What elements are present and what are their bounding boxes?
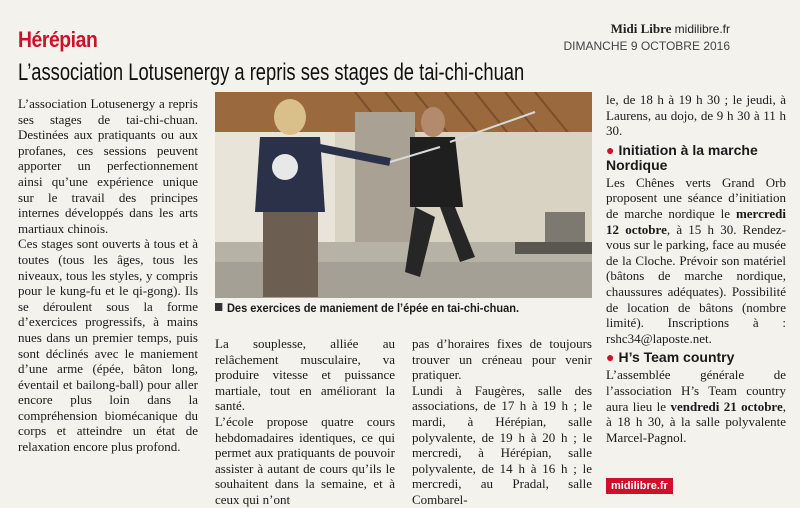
footer-logo: midilibre.fr (606, 478, 673, 494)
caption-bullet-icon (215, 303, 222, 311)
article-column-1 (18, 96, 198, 455)
article-column-3 (412, 336, 592, 508)
paragraph: le, de 18 h à 19 h 30 ; le jeudi, à Laurens, au dojo, de 9 h 30 à 11 h 30. (606, 92, 786, 139)
masthead (564, 21, 731, 53)
brief-title-country: ● H’s Team country (606, 349, 735, 366)
brief-text-country: L’assemblée générale de l’association H’s Team country aura lieu le vendredi 21 octobre, à 18 h 30, à la salle polyvalente Marcel-Pagnol. (606, 367, 786, 445)
publication-date: DIMANCHE 9 OCTOBRE 2016 (563, 39, 730, 53)
article-column-4 (606, 92, 786, 445)
brief-text-nordic: Les Chênes verts Grand Orb proposent une séance d’initiation de marche nordique le mercredi 12 octobre, à 15 h 30. Rendez-vous sur le parking, face au musée de la Cloche. Prévoir son matériel (bâtons de marche nordique, chaussures adéquates). Possibilité de location de bâtons (nombre limité). Inscriptions à : rshc34@laposte.net. (606, 174, 786, 346)
headline: L’association Lotusenergy a repris ses stages de tai-chi-chuan (18, 59, 525, 86)
paragraph: La souplesse, alliée au relâchement musculaire, va produire vitesse et puissance martiale, tout en améliorant la santé. (215, 336, 395, 414)
paragraph: Lundi à Faugères, salle des associations, de 17 h à 19 h ; le mardi, à Hérépian, salle polyvalente, de 19 h à 20 h ; le mercredi, à Hérépian, salle polyvalente, de 14 h à 16 h ; le mercredi, au Pradal, salle Combarel- (412, 382, 592, 507)
city-label: Hérépian (18, 27, 98, 52)
brand-name: Midi Libre (610, 21, 672, 36)
photo-caption: Des exercices de maniement de l’épée en tai-chi-chuan. (215, 301, 565, 315)
paragraph: L’école propose quatre cours hebdomadaires identiques, ce qui permet aux pratiquants de pouvoir assister à autant de cours qu’ils le souhaitent dans la semaine, et à ceux qui n’ont (215, 413, 395, 507)
bullet-icon: ● (606, 141, 615, 158)
paragraph: L’association Lotusenergy a repris ses stages de tai-chi-chuan. Destinées aux pratiquants ou aux profanes, ces sessions peuvent apporter un perfectionnement ainsi qu’une expérience unique sur le travail des principes internes développés dans les arts martiaux chinois. (18, 96, 198, 236)
article-column-2 (215, 336, 395, 508)
paragraph: pas d’horaires fixes de toujours trouver un créneau pour venir pratiquer. (412, 336, 592, 383)
brief-title-nordic: ● Initiation à la marche Nordique (606, 141, 758, 173)
brand-site: midilibre.fr (674, 22, 730, 36)
bullet-icon: ● (606, 349, 615, 366)
paragraph: Ces stages sont ouverts à tous et à toutes (tous les âges, tous les niveaux, tous les styles, y compris pour le kung-fu et le qi-gong). Ils se déroulent sous la forme d’exercices progressifs, à mains nues dans un premier temps, puis sont déclinés avec le maniement d’une arme (épée, bâton long, éventail et bailong-ball) pour aller encore plus loin dans la compréhension biomécanique du corps et atteindre un état de relaxation encore plus profond. (18, 236, 198, 455)
article-photo (215, 92, 592, 298)
